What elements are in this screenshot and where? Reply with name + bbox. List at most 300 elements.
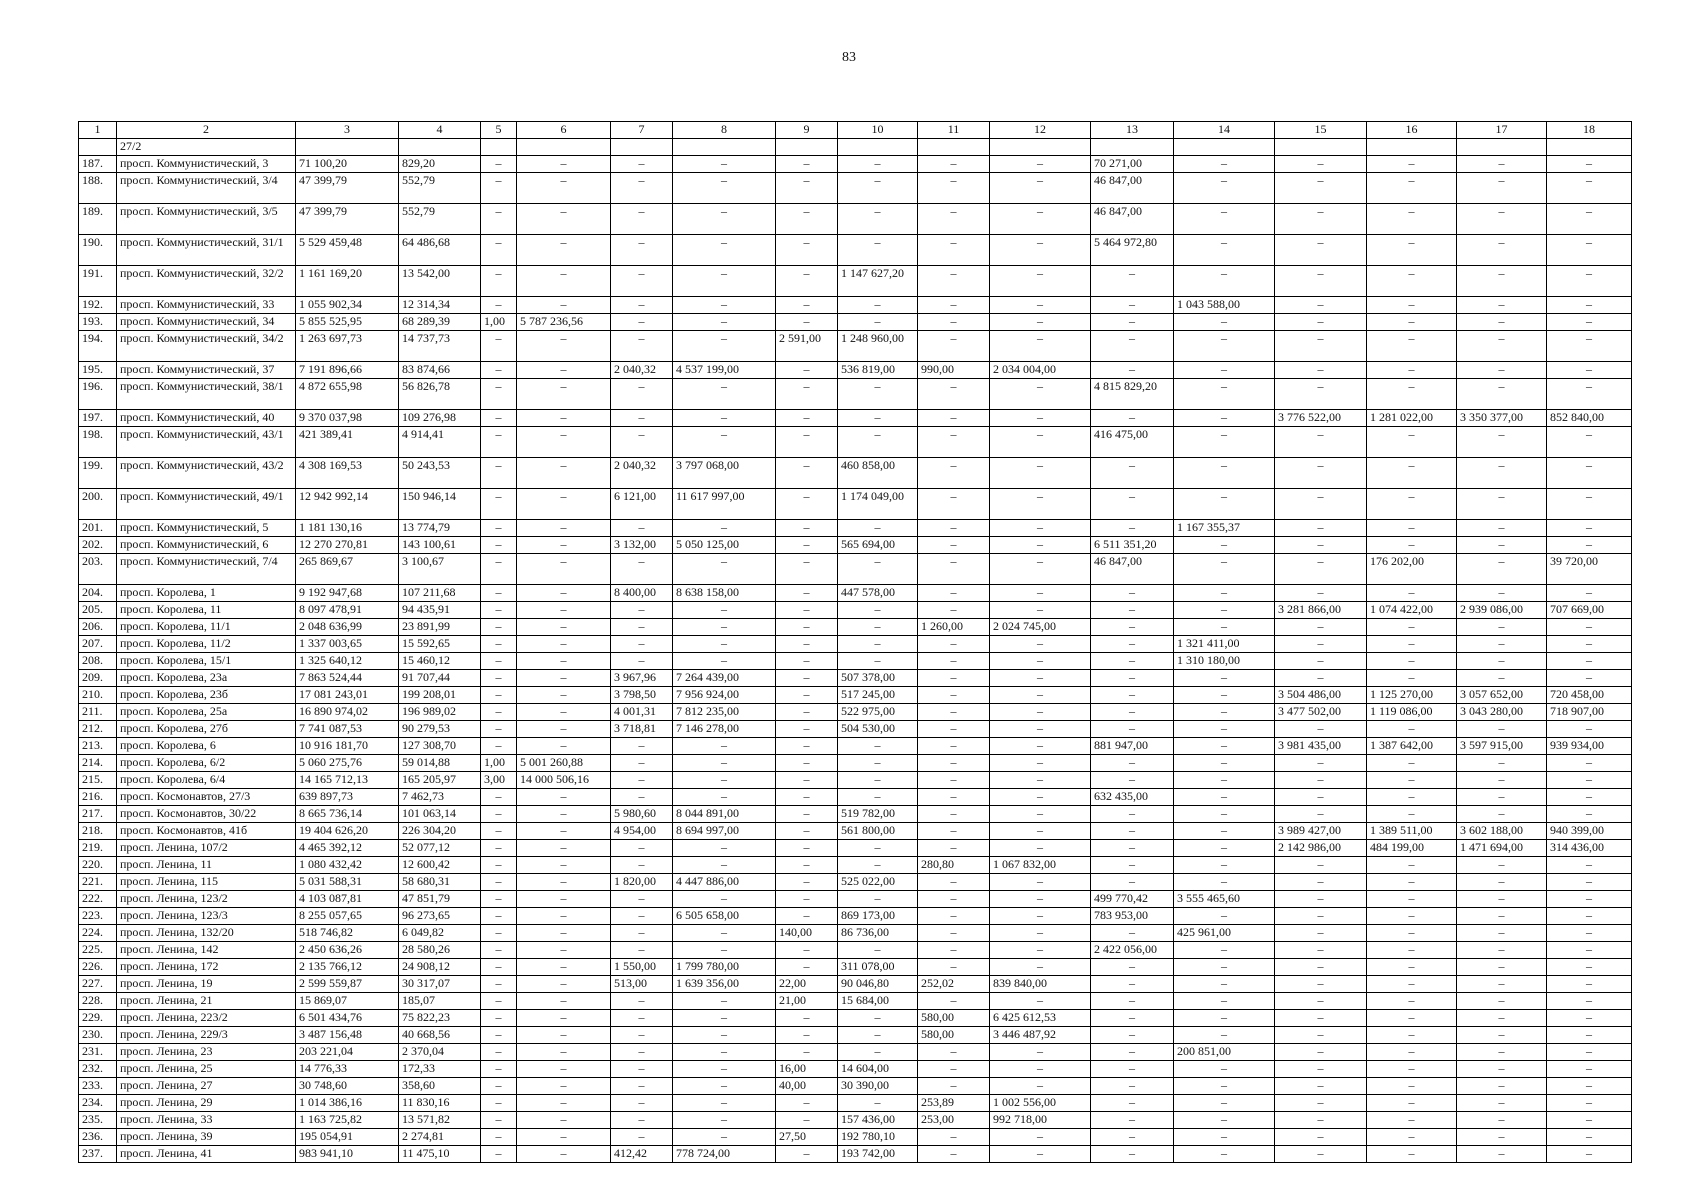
table-row (79, 585, 1632, 602)
value-cell: – (1275, 314, 1367, 331)
value-cell (1367, 139, 1457, 156)
value-cell: – (918, 1044, 990, 1061)
value-cell: 6 049,82 (399, 925, 481, 942)
address-cell: просп. Ленина, 41 (117, 1146, 296, 1163)
value-cell: – (918, 738, 990, 755)
value-cell: – (673, 204, 776, 235)
value-cell: – (1547, 942, 1632, 959)
value-cell: – (776, 410, 838, 427)
address-cell: просп. Королева, 1 (117, 585, 296, 602)
row-number: 224. (79, 925, 117, 942)
address-cell: просп. Ленина, 132/20 (117, 925, 296, 942)
value-cell: 983 941,10 (296, 1146, 399, 1163)
value-cell: – (838, 204, 918, 235)
table-row (79, 235, 1632, 266)
value-cell: – (1275, 1044, 1367, 1061)
value-cell: – (776, 772, 838, 789)
value-cell: – (1367, 993, 1457, 1010)
value-cell: – (1275, 297, 1367, 314)
value-cell: – (1547, 156, 1632, 173)
value-cell: – (1275, 619, 1367, 636)
value-cell: – (1457, 1027, 1547, 1044)
row-number: 233. (79, 1078, 117, 1095)
value-cell: – (1275, 331, 1367, 362)
value-cell: – (673, 602, 776, 619)
value-cell: – (1457, 1044, 1547, 1061)
row-number: 230. (79, 1027, 117, 1044)
value-cell: – (1091, 410, 1174, 427)
value-cell: – (481, 156, 517, 173)
table-row (79, 1146, 1632, 1163)
value-cell: 14 776,33 (296, 1061, 399, 1078)
value-cell: – (517, 925, 611, 942)
value-cell: – (673, 789, 776, 806)
table-row (79, 314, 1632, 331)
value-cell: – (838, 653, 918, 670)
value-cell: – (1457, 1078, 1547, 1095)
value-cell: – (673, 925, 776, 942)
value-cell: – (776, 266, 838, 297)
value-cell: – (1367, 1044, 1457, 1061)
value-cell: – (1457, 331, 1547, 362)
value-cell: – (1174, 772, 1275, 789)
value-cell: 27,50 (776, 1129, 838, 1146)
value-cell: 580,00 (918, 1027, 990, 1044)
value-cell: 5 050 125,00 (673, 537, 776, 554)
value-cell: – (1367, 619, 1457, 636)
value-cell: – (1091, 1095, 1174, 1112)
column-header: 10 (838, 122, 918, 139)
value-cell: – (673, 636, 776, 653)
value-cell: – (517, 1010, 611, 1027)
value-cell: – (611, 156, 673, 173)
value-cell: – (776, 602, 838, 619)
value-cell: 3 798,50 (611, 687, 673, 704)
value-cell: – (673, 1112, 776, 1129)
value-cell: – (1457, 959, 1547, 976)
value-cell: 46 847,00 (1091, 204, 1174, 235)
value-cell (1275, 139, 1367, 156)
value-cell: 421 389,41 (296, 427, 399, 458)
value-cell: – (1457, 1129, 1547, 1146)
value-cell: 1 260,00 (918, 619, 990, 636)
value-cell: – (990, 1078, 1091, 1095)
value-cell: – (918, 235, 990, 266)
row-number: 228. (79, 993, 117, 1010)
value-cell: 150 946,14 (399, 489, 481, 520)
column-header: 17 (1457, 122, 1547, 139)
table-row (79, 755, 1632, 772)
value-cell: – (1547, 1044, 1632, 1061)
value-cell: – (838, 1027, 918, 1044)
table-row (79, 427, 1632, 458)
value-cell: – (481, 379, 517, 410)
value-cell: 1 067 832,00 (990, 857, 1091, 874)
table-row (79, 704, 1632, 721)
value-cell: 8 694 997,00 (673, 823, 776, 840)
address-cell: просп. Коммунистический, 34 (117, 314, 296, 331)
row-number: 196. (79, 379, 117, 410)
value-cell: – (1174, 976, 1275, 993)
value-cell: – (1174, 755, 1275, 772)
table-row (79, 636, 1632, 653)
value-cell: – (1547, 721, 1632, 738)
value-cell: – (918, 755, 990, 772)
value-cell: – (990, 1044, 1091, 1061)
value-cell: – (481, 823, 517, 840)
value-cell: – (990, 993, 1091, 1010)
value-cell: – (1174, 789, 1275, 806)
value-cell: 1 125 270,00 (1367, 687, 1457, 704)
value-cell: – (1174, 314, 1275, 331)
value-cell: 1 174 049,00 (838, 489, 918, 520)
value-cell: – (481, 874, 517, 891)
value-cell: 193 742,00 (838, 1146, 918, 1163)
value-cell: 8 638 158,00 (673, 585, 776, 602)
value-cell: – (481, 1146, 517, 1163)
value-cell: – (517, 874, 611, 891)
value-cell: 4 465 392,12 (296, 840, 399, 857)
value-cell: – (611, 942, 673, 959)
address-cell: просп. Королева, 11/2 (117, 636, 296, 653)
value-cell: 1 074 422,00 (1367, 602, 1457, 619)
value-cell: – (776, 458, 838, 489)
value-cell: – (611, 1061, 673, 1078)
value-cell: – (611, 235, 673, 266)
value-cell: 3 100,67 (399, 554, 481, 585)
value-cell: 1 820,00 (611, 874, 673, 891)
value-cell: 6 121,00 (611, 489, 673, 520)
value-cell: – (1547, 1095, 1632, 1112)
value-cell: – (517, 806, 611, 823)
value-cell: 7 863 524,44 (296, 670, 399, 687)
value-cell: – (481, 1112, 517, 1129)
value-cell: – (611, 738, 673, 755)
value-cell: – (517, 619, 611, 636)
row-number: 234. (79, 1095, 117, 1112)
value-cell: 30 317,07 (399, 976, 481, 993)
value-cell: – (1174, 173, 1275, 204)
value-cell: – (611, 891, 673, 908)
value-cell: – (1547, 1027, 1632, 1044)
column-header: 4 (399, 122, 481, 139)
value-cell: – (918, 173, 990, 204)
value-cell: – (481, 204, 517, 235)
value-cell: – (776, 235, 838, 266)
value-cell: 3 718,81 (611, 721, 673, 738)
value-cell: – (776, 1095, 838, 1112)
value-cell: – (1091, 840, 1174, 857)
value-cell: – (481, 266, 517, 297)
value-cell: – (1457, 874, 1547, 891)
value-cell: – (611, 379, 673, 410)
value-cell: – (1367, 925, 1457, 942)
value-cell: 2 135 766,12 (296, 959, 399, 976)
value-cell: – (673, 235, 776, 266)
value-cell: 561 800,00 (838, 823, 918, 840)
value-cell: 1 167 355,37 (1174, 520, 1275, 537)
value-cell: – (517, 891, 611, 908)
value-cell: 3 504 486,00 (1275, 687, 1367, 704)
value-cell: 94 435,91 (399, 602, 481, 619)
value-cell: – (517, 993, 611, 1010)
value-cell: – (918, 314, 990, 331)
value-cell: 8 400,00 (611, 585, 673, 602)
value-cell: 86 736,00 (838, 925, 918, 942)
value-cell: – (990, 489, 1091, 520)
value-cell: – (1547, 362, 1632, 379)
address-cell: просп. Космонавтов, 27/3 (117, 789, 296, 806)
value-cell: – (1547, 458, 1632, 489)
value-cell: – (990, 670, 1091, 687)
value-cell: – (1174, 537, 1275, 554)
value-cell: – (1174, 602, 1275, 619)
value-cell: – (1547, 772, 1632, 789)
value-cell: 12 600,42 (399, 857, 481, 874)
value-cell: – (1457, 1010, 1547, 1027)
value-cell: 4 308 169,53 (296, 458, 399, 489)
value-cell: – (1091, 755, 1174, 772)
value-cell: – (481, 489, 517, 520)
value-cell: – (1174, 362, 1275, 379)
value-cell: – (1275, 1129, 1367, 1146)
value-cell: 412,42 (611, 1146, 673, 1163)
table-row (79, 619, 1632, 636)
value-cell: – (611, 173, 673, 204)
value-cell: – (990, 427, 1091, 458)
value-cell: – (1091, 602, 1174, 619)
value-cell: 1 389 511,00 (1367, 823, 1457, 840)
row-number: 189. (79, 204, 117, 235)
value-cell: 14 165 712,13 (296, 772, 399, 789)
value-cell: 460 858,00 (838, 458, 918, 489)
value-cell: – (673, 314, 776, 331)
value-cell: – (990, 410, 1091, 427)
value-cell: – (918, 410, 990, 427)
row-number: 200. (79, 489, 117, 520)
row-number: 209. (79, 670, 117, 687)
value-cell: – (1367, 1061, 1457, 1078)
row-number: 206. (79, 619, 117, 636)
value-cell: 2 599 559,87 (296, 976, 399, 993)
value-cell: 280,80 (918, 857, 990, 874)
value-cell: – (1367, 976, 1457, 993)
value-cell: – (517, 687, 611, 704)
value-cell: 3 981 435,00 (1275, 738, 1367, 755)
value-cell: 1 043 588,00 (1174, 297, 1275, 314)
value-cell: 8 097 478,91 (296, 602, 399, 619)
value-cell: 28 580,26 (399, 942, 481, 959)
value-cell: 552,79 (399, 173, 481, 204)
value-cell: 990,00 (918, 362, 990, 379)
row-number: 199. (79, 458, 117, 489)
value-cell: – (1091, 520, 1174, 537)
value-cell: – (918, 959, 990, 976)
value-cell: 58 680,31 (399, 874, 481, 891)
value-cell: – (1174, 1146, 1275, 1163)
value-cell: – (776, 636, 838, 653)
value-cell: 2 939 086,00 (1457, 602, 1547, 619)
value-cell: – (1275, 173, 1367, 204)
value-cell: – (611, 204, 673, 235)
value-cell: 869 173,00 (838, 908, 918, 925)
value-cell: – (517, 1027, 611, 1044)
value-cell: – (1457, 772, 1547, 789)
value-cell: – (517, 427, 611, 458)
value-cell: 2 591,00 (776, 331, 838, 362)
value-cell: – (1367, 908, 1457, 925)
value-cell: – (1275, 489, 1367, 520)
value-cell: – (611, 427, 673, 458)
table-row (79, 857, 1632, 874)
value-cell: – (673, 331, 776, 362)
table-row (79, 602, 1632, 619)
value-cell: 1 310 180,00 (1174, 653, 1275, 670)
value-cell: – (517, 840, 611, 857)
value-cell: – (838, 636, 918, 653)
value-cell: 939 934,00 (1547, 738, 1632, 755)
value-cell: 1 550,00 (611, 959, 673, 976)
value-cell (399, 139, 481, 156)
value-cell: – (776, 704, 838, 721)
value-cell: – (1457, 173, 1547, 204)
address-cell: просп. Коммунистический, 7/4 (117, 554, 296, 585)
value-cell: 525 022,00 (838, 874, 918, 891)
table-row (79, 1095, 1632, 1112)
value-cell: – (990, 636, 1091, 653)
value-cell: – (838, 602, 918, 619)
address-cell: просп. Ленина, 11 (117, 857, 296, 874)
value-cell: 6 511 351,20 (1091, 537, 1174, 554)
value-cell: – (481, 857, 517, 874)
value-cell: 4 001,31 (611, 704, 673, 721)
address-cell: просп. Королева, 25а (117, 704, 296, 721)
value-cell: – (481, 636, 517, 653)
value-cell: – (1367, 806, 1457, 823)
value-cell: – (1457, 1112, 1547, 1129)
value-cell: – (1367, 942, 1457, 959)
address-cell: просп. Ленина, 21 (117, 993, 296, 1010)
value-cell: 3 057 652,00 (1457, 687, 1547, 704)
value-cell: – (918, 585, 990, 602)
value-cell: 15 869,07 (296, 993, 399, 1010)
table-row (79, 379, 1632, 410)
value-cell: 19 404 626,20 (296, 823, 399, 840)
value-cell: – (1367, 857, 1457, 874)
value-cell: – (517, 602, 611, 619)
address-cell: просп. Ленина, 39 (117, 1129, 296, 1146)
value-cell: – (1091, 823, 1174, 840)
address-cell: просп. Ленина, 107/2 (117, 840, 296, 857)
value-cell: – (1275, 653, 1367, 670)
address-cell: просп. Ленина, 229/3 (117, 1027, 296, 1044)
value-cell: – (1174, 959, 1275, 976)
value-cell: – (1091, 489, 1174, 520)
value-cell: – (517, 1146, 611, 1163)
value-cell: – (776, 379, 838, 410)
column-header: 9 (776, 122, 838, 139)
value-cell: – (990, 891, 1091, 908)
value-cell: – (990, 554, 1091, 585)
value-cell: – (776, 1027, 838, 1044)
value-cell: – (838, 619, 918, 636)
value-cell: 707 669,00 (1547, 602, 1632, 619)
value-cell: – (517, 1044, 611, 1061)
value-cell: 24 908,12 (399, 959, 481, 976)
value-cell: – (1457, 156, 1547, 173)
value-cell: 15 460,12 (399, 653, 481, 670)
table-row (79, 976, 1632, 993)
value-cell: – (776, 156, 838, 173)
address-cell: просп. Королева, 11/1 (117, 619, 296, 636)
value-cell: – (776, 806, 838, 823)
value-cell: – (673, 738, 776, 755)
value-cell: – (1174, 857, 1275, 874)
value-cell: – (481, 619, 517, 636)
value-cell: – (776, 1010, 838, 1027)
value-cell: – (1174, 670, 1275, 687)
row-number: 202. (79, 537, 117, 554)
value-cell: – (1275, 755, 1367, 772)
value-cell: – (517, 379, 611, 410)
value-cell: – (1091, 1078, 1174, 1095)
value-cell: 101 063,14 (399, 806, 481, 823)
value-cell: – (481, 687, 517, 704)
value-cell: – (517, 1112, 611, 1129)
value-cell: – (1547, 653, 1632, 670)
value-cell: – (1547, 874, 1632, 891)
value-cell: 1 014 386,16 (296, 1095, 399, 1112)
table-row (79, 670, 1632, 687)
value-cell: – (1091, 959, 1174, 976)
value-cell: – (611, 908, 673, 925)
value-cell: – (838, 1044, 918, 1061)
value-cell: – (673, 1095, 776, 1112)
value-cell: – (1091, 1027, 1174, 1044)
value-cell: – (1457, 857, 1547, 874)
column-header: 3 (296, 122, 399, 139)
address-cell: просп. Ленина, 25 (117, 1061, 296, 1078)
table-row (79, 908, 1632, 925)
value-cell: – (1547, 1129, 1632, 1146)
table-row (79, 789, 1632, 806)
value-cell: 199 208,01 (399, 687, 481, 704)
column-header: 2 (117, 122, 296, 139)
value-cell: – (990, 520, 1091, 537)
value-cell: – (673, 1027, 776, 1044)
value-cell: – (517, 585, 611, 602)
table-row (79, 721, 1632, 738)
value-cell: 7 812 235,00 (673, 704, 776, 721)
value-cell: – (918, 721, 990, 738)
value-cell: – (1275, 789, 1367, 806)
value-cell: – (1275, 942, 1367, 959)
value-cell: 314 436,00 (1547, 840, 1632, 857)
value-cell: – (838, 789, 918, 806)
value-cell: – (776, 585, 838, 602)
value-cell: – (1275, 806, 1367, 823)
value-cell: – (1275, 636, 1367, 653)
value-cell: – (517, 942, 611, 959)
value-cell: – (517, 173, 611, 204)
value-cell (776, 139, 838, 156)
value-cell: – (673, 840, 776, 857)
value-cell: 1 321 411,00 (1174, 636, 1275, 653)
row-number: 219. (79, 840, 117, 857)
value-cell: 519 782,00 (838, 806, 918, 823)
value-cell: – (481, 554, 517, 585)
value-cell: 1 163 725,82 (296, 1112, 399, 1129)
